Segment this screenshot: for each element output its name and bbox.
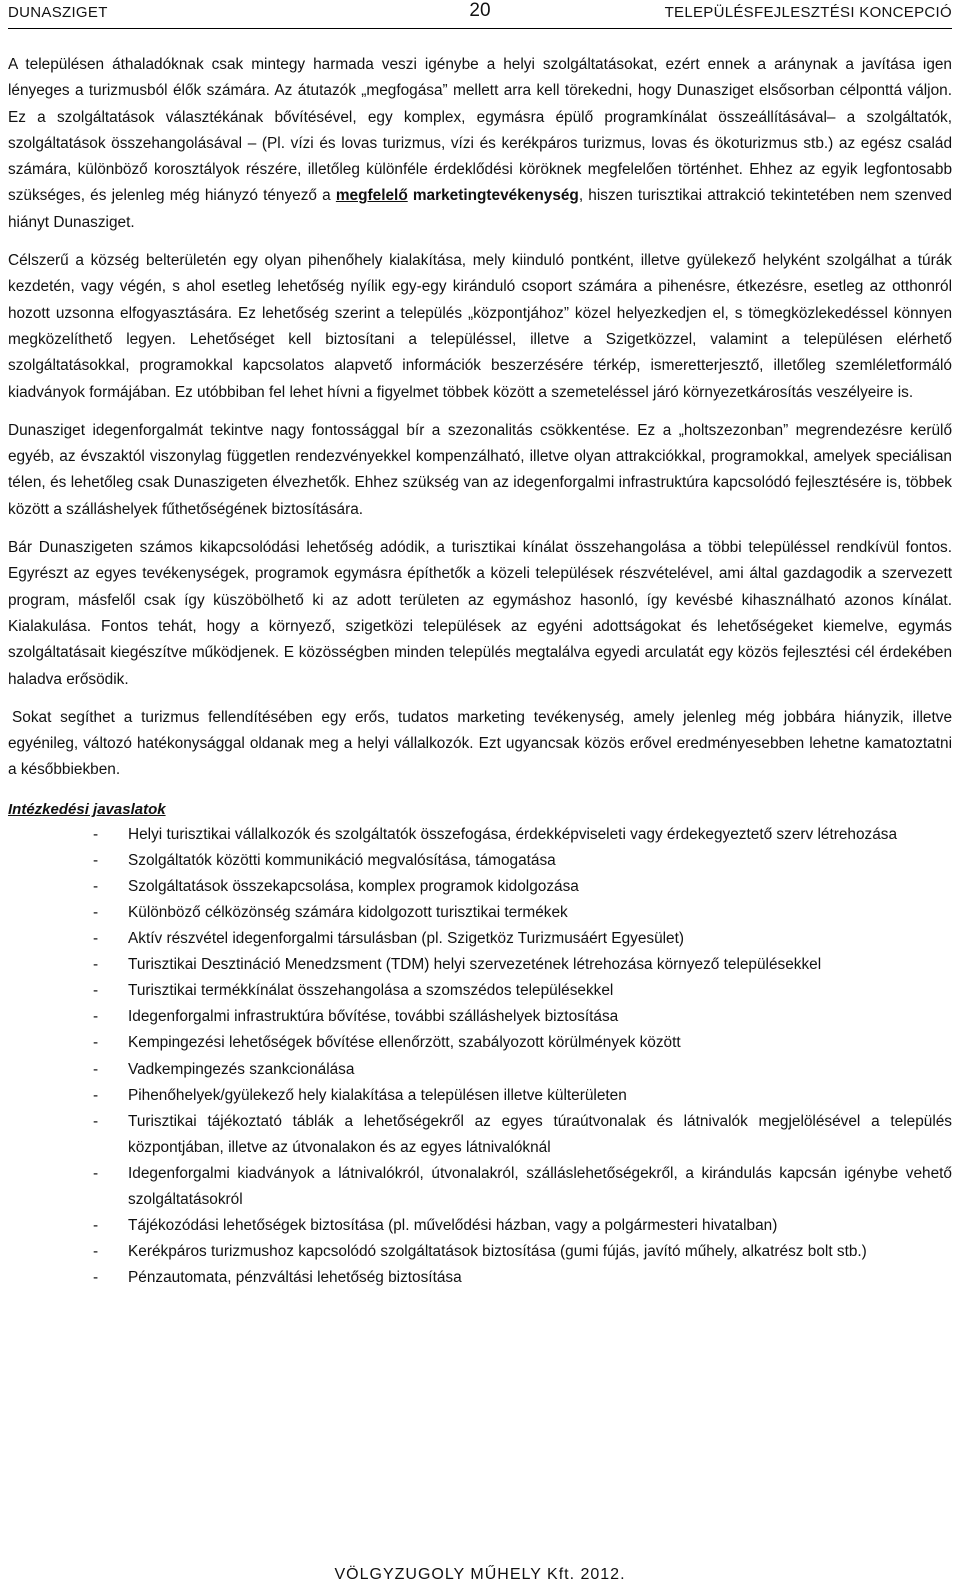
- paragraph-text: A településen áthaladóknak csak mintegy harmada veszi igénybe a helyi szolgáltatásokat, ezért ennek a aránynak a javítása igen lényeges a turizmusból élők számára. Az átutazók „megfogása” mellett arra kell törekedni, hogy Dunasziget elsősorban célponttá váljon. Ez a szolgáltatások választékának bővítésével, egy komplex, egymásra épülő programkínálat összeállításával– a szolgáltatók, szolgáltatások összehangolásával – (Pl. vízi és lovas turizmus, vízi és kerékpáros turizmus, lovas és ökoturizmus stb.) az egész család számára, különböző korosztályok részére, illetőleg különféle érdeklődési köröknek megfelelően történhet. Ehhez az egyik legfontosabb szükséges, és jelenleg még hiányzó tényező a: [8, 56, 952, 205]
- measures-heading: Intézkedési javaslatok: [8, 800, 166, 818]
- dash-bullet-icon: -: [93, 1269, 99, 1287]
- body-paragraphs: [8, 52, 952, 784]
- body-paragraph: [8, 248, 952, 406]
- measure-item: [93, 1057, 952, 1083]
- dash-bullet-icon: -: [93, 877, 99, 895]
- measure-item-text: Aktív részvétel idegenforgalmi társulásban (pl. Szigetköz Turizmusáért Egyesület): [128, 930, 685, 948]
- measure-item: [93, 900, 952, 926]
- measures-list: [8, 822, 952, 1292]
- dash-bullet-icon: -: [93, 851, 99, 869]
- dash-bullet-icon: -: [93, 825, 99, 843]
- dash-bullet-icon: -: [93, 982, 99, 1000]
- body-paragraph: [8, 52, 952, 236]
- body-paragraph: [8, 535, 952, 693]
- header-title-right: TELEPÜLÉSFEJLESZTÉSI KONCEPCIÓ: [664, 4, 952, 21]
- measure-item: [93, 1030, 952, 1056]
- measure-item: [93, 978, 952, 1004]
- measure-item: [93, 1083, 952, 1109]
- measure-item-text: Turisztikai termékkínálat összehangolása a szomszédos településekkel: [128, 982, 614, 1000]
- document-body: [8, 52, 952, 1291]
- measure-item-text: Különböző célközönség számára kidolgozott turisztikai termékek: [128, 904, 568, 921]
- body-paragraph: [8, 705, 952, 784]
- measure-item-text: Helyi turisztikai vállalkozók és szolgáltatók összefogása, érdekképviseleti vagy érdekegyeztető szerv létrehozása: [128, 825, 898, 843]
- measure-item: [93, 874, 952, 900]
- measure-item-text: Kerékpáros turizmushoz kapcsolódó szolgáltatások biztosítása (gumi fújás, javító műhely, alkatrész bolt stb.): [128, 1243, 867, 1261]
- dash-bullet-icon: -: [93, 1243, 99, 1261]
- measure-item: [93, 952, 952, 978]
- measure-item-text: Kempingezési lehetőségek bővítése ellenőrzött, szabályozott körülmények között: [128, 1034, 681, 1052]
- measure-item: [93, 1109, 952, 1161]
- dash-bullet-icon: -: [93, 956, 99, 974]
- measure-item-text: Pihenőhelyek/gyülekező hely kialakítása a településen illetve külterületen: [128, 1086, 627, 1104]
- page-header: [8, 0, 952, 29]
- measure-item: [93, 1213, 952, 1239]
- measure-item: [93, 848, 952, 874]
- dash-bullet-icon: -: [93, 1060, 99, 1078]
- dash-bullet-icon: -: [93, 1034, 99, 1052]
- page-footer: VÖLGYZUGOLY MŰHELY Kft. 2012.: [334, 1566, 626, 1583]
- measure-item: [93, 1239, 952, 1265]
- measure-item: [93, 1004, 952, 1030]
- measure-item: [93, 1161, 952, 1213]
- page-number: 20: [469, 0, 491, 21]
- paragraph-text: Dunasziget idegenforgalmát tekintve nagy fontossággal bír a szezonalitás csökkentése. Ez a „holtszezonban” megrendezésre kerülő egyéb, az évszaktól viszonylag független rendezvényekkel kompenzálható, illetve olyan attrakciókkal, programokkal, amelyek speciálisan télen, és lehetőleg csak Dunaszigeten élvezhetők. Ehhez szükség van az idegenforgalmi infrastruktúra kapcsolódó fejlesztésére is, többek között a szálláshelyek fűthetőségének biztosítására.: [8, 421, 952, 518]
- measure-item: [93, 1265, 952, 1291]
- body-paragraph: [8, 418, 952, 523]
- header-title-left: DUNASZIGET: [8, 4, 108, 21]
- paragraph-text: Célszerű a község belterületén egy olyan pihenőhely kialakítása, mely kiinduló pontként, illetve gyülekező helyként szolgálhat a túrák kezdetén, vagy végén, s ahol esetleg lehetőség nyílik egy-egy kiránduló csoport számára a pihenésre, étkezésre, esetleg az otthonról hozott uzsonna elfogyasztására. Ez lehetőség szerint a település „központjához” közel helyezkedjen el, s tömegközlekedéssel könnyen megközelíthető legyen. Lehetőséget kell biztosítani a településsel, illetve a Szigetközzel, valamint a településen elérhető szolgáltatásokkal, programokkal kapcsolatos alapvető információk beszerzésére térkép, ismeretterjesztő, illetőleg szemléletformáló kiadványok formájában. Ez utóbbiban fel lehet hívni a figyelmet többek között a szemeteléssel járó környezetkárosítás veszélyeire is.: [8, 252, 952, 401]
- measure-item-text: Turisztikai Desztináció Menedzsment (TDM) helyi szervezetének létrehozása környező településekkel: [128, 956, 822, 974]
- measure-item-text: Szolgáltatók közötti kommunikáció megvalósítása, támogatása: [128, 851, 556, 869]
- emphasized-text: megfelelő: [335, 187, 408, 205]
- emphasized-text: marketingtevékenység: [407, 187, 579, 205]
- dash-bullet-icon: -: [93, 1086, 99, 1104]
- paragraph-text: , hiszen turisztikai attrakció tekintetében nem szenved hiányt Dunasziget.: [8, 187, 952, 231]
- dash-bullet-icon: -: [93, 930, 99, 948]
- paragraph-text: Sokat segíthet a turizmus fellendítésében egy erős, tudatos marketing tevékenység, amely jelenleg még jobbára hiányzik, illetve egyénileg, változó hatékonysággal oldanak meg a helyi vállalkozók. Ezt ugyancsak közös erővel eredményesebben lehetne kamatoztatni a későbbiekben.: [8, 708, 952, 779]
- dash-bullet-icon: -: [93, 1112, 99, 1130]
- measure-item-text: Idegenforgalmi kiadványok a látnivalókról, útvonalakról, szálláslehetőségekről, a kirándulás kapcsán igénybe vehető szolgáltatásokról: [128, 1164, 952, 1209]
- measure-item-text: Tájékozódási lehetőségek biztosítása (pl. művelődési házban, vagy a polgármesteri hivatalban): [128, 1217, 778, 1235]
- dash-bullet-icon: -: [93, 1217, 99, 1235]
- measure-item: [93, 822, 952, 848]
- dash-bullet-icon: -: [93, 1164, 99, 1182]
- dash-bullet-icon: -: [93, 904, 99, 921]
- paragraph-text: Bár Dunaszigeten számos kikapcsolódási lehetőség adódik, a turisztikai kínálat összehangolása a többi településsel rendkívül fontos. Egyrészt az egyes tevékenységek, programok egymásra építhetők a közeli települések részvételével, ami által gazdagodik a szervezett program, másfelől csak így küszöbölhető ki az adott területen az egymáshoz hasonló, így kevésbé kihasználható azonos kínálat. Kialakulása. Fontos tehát, hogy a környező, szigetközi települések az egyéni adottságokat és lehetőségeket kiemelve, egymás szolgáltatásait kiegészítve működjenek. E közösségben minden település megtalálva egyedi arculatát egy közös fejlesztési cél érdekében haladva erősödik.: [8, 539, 952, 688]
- dash-bullet-icon: -: [93, 1008, 99, 1026]
- measure-item-text: Idegenforgalmi infrastruktúra bővítése, további szálláshelyek biztosítása: [128, 1008, 619, 1026]
- measure-item-text: Vadkempingezés szankcionálása: [128, 1060, 355, 1078]
- measure-item-text: Szolgáltatások összekapcsolása, komplex programok kidolgozása: [128, 877, 579, 895]
- measure-item-text: Pénzautomata, pénzváltási lehetőség biztosítása: [128, 1269, 462, 1287]
- measure-item-text: Turisztikai tájékoztató táblák a lehetőségekről az egyes túraútvonalak és látnivalók megjelölésével a település központjában, illetve az útvonalakon és az egyes látnivalóknál: [128, 1112, 952, 1156]
- measure-item: [93, 926, 952, 952]
